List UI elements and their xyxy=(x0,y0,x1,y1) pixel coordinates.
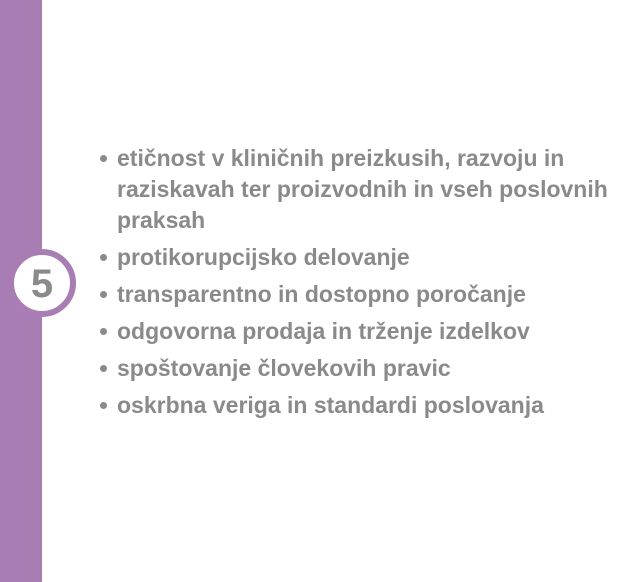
list-item xyxy=(98,353,623,384)
list-item-text: odgovorna prodaja in trženje izdelkov xyxy=(117,318,530,344)
bullet-dot-icon xyxy=(100,155,107,162)
bullet-dot-icon xyxy=(100,291,107,298)
badge-number: 5 xyxy=(30,262,54,306)
bullet-dot-icon xyxy=(100,402,107,409)
number-badge xyxy=(8,249,76,317)
bullet-list xyxy=(98,143,623,427)
list-item xyxy=(98,316,623,347)
list-item xyxy=(98,242,623,273)
bullet-dot-icon xyxy=(100,328,107,335)
list-item xyxy=(98,279,623,310)
list-item-text: protikorupcijsko delovanje xyxy=(117,244,410,270)
bullet-dot-icon xyxy=(100,254,107,261)
list-item-text: etičnost v kliničnih preizkusih, razvoju in raziskavah ter proizvodnih in vseh poslovnih praksah xyxy=(117,145,608,233)
list-item xyxy=(98,390,623,421)
bullet-dot-icon xyxy=(100,365,107,372)
list-item-text: transparentno in dostopno poročanje xyxy=(117,281,526,307)
list-item-text: spoštovanje človekovih pravic xyxy=(117,355,451,381)
list-item-text: oskrbna veriga in standardi poslovanja xyxy=(117,392,544,418)
list-item xyxy=(98,143,623,236)
